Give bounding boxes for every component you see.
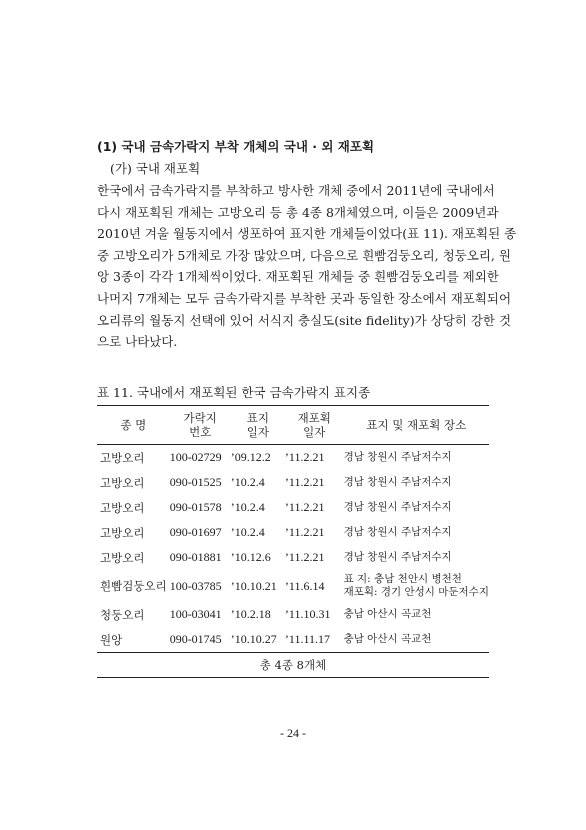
section-heading: (1) 국내 금속가락지 부착 개체의 국내 · 외 재포획 (97, 139, 375, 154)
table-row (97, 520, 489, 545)
table-header-row (97, 406, 489, 445)
paragraph-line: 2010년 겨울 월동지에서 생포하여 표지한 개체들이었다(표 11). 재포획된 종 (97, 226, 517, 242)
header-ring-number (170, 406, 231, 445)
cell-mark-date: ’10.10.21 (230, 578, 277, 593)
cell-ring-number: 090-01697 (169, 525, 222, 539)
cell-place (344, 495, 489, 520)
cell-place (344, 602, 489, 627)
place-line: 경남 창원시 주남저수지 (343, 501, 452, 514)
cell-recapture-date: ’11.2.21 (284, 450, 325, 464)
cell-recapture-date: ’11.11.17 (284, 632, 331, 646)
table-row (97, 495, 489, 520)
cell-species: 흰빰검둥오리 (100, 579, 167, 593)
paragraph-line: 다시 재포획된 개체는 고방오리 등 총 4종 8개체였으며, 이들은 2009년과 (97, 204, 499, 220)
header-place: 표지 및 재포획 장소 (344, 406, 489, 445)
table-row (97, 545, 489, 570)
recapture-table (97, 405, 489, 678)
place-line: 경남 창원시 주남저수지 (343, 476, 452, 489)
cell-mark-date: ’10.10.27 (230, 632, 277, 646)
table-total-row (97, 653, 489, 678)
cell-recapture-date: ’11.6.14 (284, 578, 325, 593)
table-row (97, 602, 489, 627)
cell-recapture-date: ’11.2.21 (284, 500, 325, 514)
header-recapture-date (285, 406, 344, 445)
cell-place (344, 627, 489, 653)
cell-mark-date: ’10.2.18 (230, 607, 271, 621)
table-row (97, 570, 489, 602)
paragraph-line: 한국에서 금속가락지를 부착하고 방사한 개체 중에서 2011년에 국내에서 (97, 183, 495, 198)
cell-species: 고방오리 (100, 500, 145, 515)
cell-place (344, 545, 489, 570)
table-body (97, 445, 489, 653)
cell-mark-date: ’09.12.2 (230, 450, 271, 464)
cell-ring-number: 090-01745 (169, 632, 222, 646)
cell-species: 고방오리 (100, 525, 145, 540)
cell-ring-number: 100-03041 (169, 607, 222, 621)
header-ring-line2: 번호 (189, 425, 212, 439)
cell-ring-number: 100-03785 (169, 578, 222, 593)
place-line: 충남 아산시 곡교천 (343, 633, 432, 646)
cell-place (344, 520, 489, 545)
place-line: 경남 창원시 주남저수지 (343, 451, 452, 464)
table-row (97, 470, 489, 495)
table-caption: 표 11. 국내에서 재포획된 한국 금속가락지 표지종 (97, 385, 371, 400)
place-line: 표 지: 충남 천안시 병천천 (343, 573, 462, 586)
header-mark-line1: 표지 (246, 410, 269, 425)
cell-mark-date: ’10.12.6 (230, 550, 271, 564)
cell-ring-number: 090-01525 (169, 475, 222, 489)
table-row (97, 445, 489, 471)
place-line: 경남 창원시 주남저수지 (343, 551, 452, 564)
cell-ring-number: 090-01578 (169, 500, 222, 514)
cell-ring-number: 100-02729 (169, 450, 222, 464)
cell-recapture-date: ’11.2.21 (284, 475, 325, 489)
paragraph-line: 나머지 7개체는 모두 금속가락지를 부착한 곳과 동일한 장소에서 재포획되어 (97, 291, 512, 306)
paragraph-line: 앙 3종이 각각 1개체씩이었다. 재포획된 개체들 중 흰빰검둥오리를 제외한 (97, 269, 499, 285)
header-ring-line1: 가락지 (183, 410, 217, 425)
table-total: 총 4종 8개체 (97, 653, 489, 678)
subsection-heading: (가) 국내 재포획 (110, 161, 201, 176)
paragraph-line: 중 고방오리가 5개체로 가장 많았으며, 다음으로 흰빰검둥오리, 청둥오리, 원 (97, 247, 511, 263)
paragraph-line: 으로 나타났다. (97, 334, 178, 350)
header-mark-date (231, 406, 285, 445)
cell-species: 고방오리 (100, 475, 145, 490)
cell-mark-date: ’10.2.4 (230, 475, 265, 489)
table-row (97, 627, 489, 653)
header-species: 종 명 (97, 406, 170, 445)
cell-species: 청둥오리 (100, 607, 145, 622)
cell-recapture-date: ’11.2.21 (284, 525, 325, 539)
header-mark-line2: 일자 (246, 425, 269, 439)
cell-mark-date: ’10.2.4 (230, 525, 265, 539)
cell-mark-date: ’10.2.4 (230, 500, 265, 514)
cell-recapture-date: ’11.2.21 (284, 550, 325, 564)
cell-place (344, 445, 489, 471)
cell-ring-number: 090-01881 (169, 550, 222, 564)
cell-recapture-date: ’11.10.31 (284, 607, 331, 621)
place-line: 경남 창원시 주남저수지 (343, 526, 452, 539)
cell-place (344, 570, 489, 602)
cell-species: 고방오리 (100, 550, 145, 565)
header-recap-line2: 일자 (303, 425, 326, 439)
page-number: - 24 - (280, 726, 306, 740)
cell-place (344, 470, 489, 495)
header-recap-line1: 재포획 (297, 410, 331, 425)
cell-species: 원앙 (100, 632, 123, 647)
cell-species: 고방오리 (100, 450, 145, 465)
place-line: 재포획: 경기 안성시 마둔저수지 (343, 586, 489, 598)
place-line: 충남 아산시 곡교천 (343, 608, 432, 621)
paragraph-line: 오리류의 월동지 선택에 있어 서식지 충실도(site fidelity)가 상당히 강한 것 (97, 312, 512, 328)
